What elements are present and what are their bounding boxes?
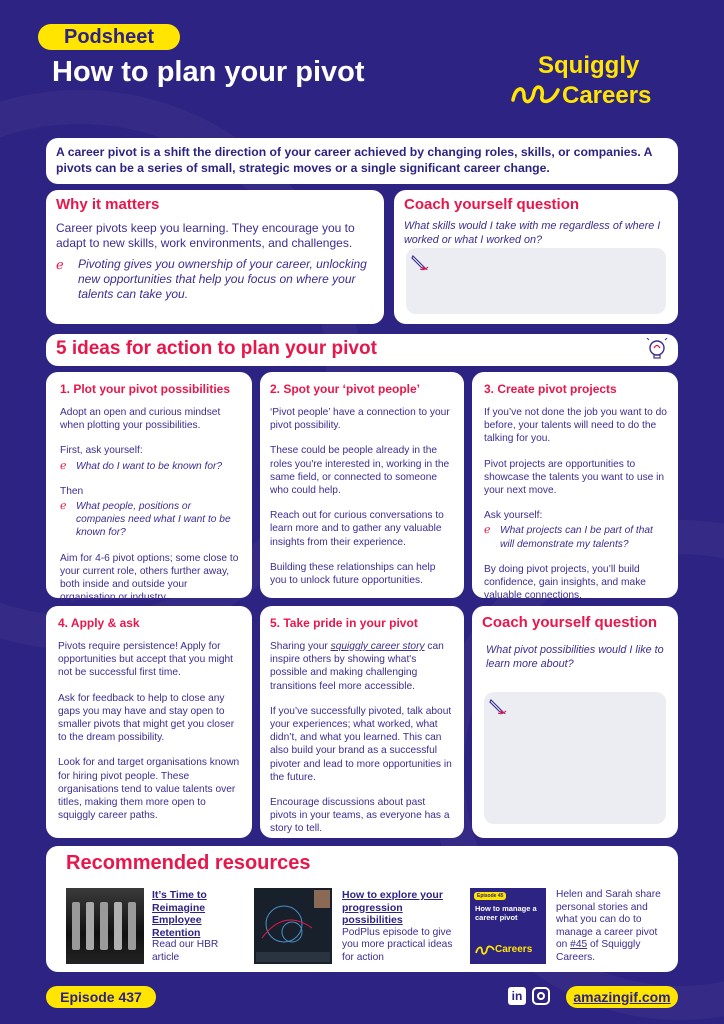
podsheet-badge: Podsheet [38,24,180,50]
episode-45-thumb-title: How to manage a career pivot [475,904,537,922]
idea-card-2 [260,372,464,598]
instagram-lens [537,992,545,1000]
idea4-title: 4. Apply & ask [58,616,140,630]
idea3-text: If you’ve not done the job you want to do before, your talents will need to do the talking for you. [484,407,667,445]
logo-text-bottom: Careers [562,82,652,109]
pencil-icon [488,696,508,716]
resource-1 [152,889,232,964]
idea1-question [60,460,242,473]
diagram-thumbnail-image [254,888,332,964]
pencil-icon [410,252,430,272]
coach-question-card-1 [394,190,678,324]
coach2-title: Coach yourself question [482,614,658,631]
coach1-question: What skills would I take with me regardless of where I worked or what I worked on? [404,220,661,246]
podplus-episode-thumbnail[interactable] [254,888,332,964]
squiggle-icon: ℯ [56,257,64,272]
idea4-text: Pivots require persistence! Apply for opportunities but accept that you might not be successful first time. [58,641,233,679]
idea3-question [484,524,668,550]
idea4-text: Ask for feedback to help to close any gaps you may have and stay open to smaller pivots that might get you closer to the dream possibility. [58,692,235,744]
idea5-title: 5. Take pride in your pivot [270,616,418,630]
why-body: Career pivots keep you learning. They encourage you to adapt to new skills, work environments, and challenges. [56,221,355,250]
resources-card [46,846,678,972]
ideas-title-bar [46,334,678,366]
squiggle-icon: ℯ [60,500,67,513]
podplus-episode-link[interactable]: How to explore your progression possibilities [342,889,443,926]
resource-3-desc-part: Helen and Sarah share personal stories and what you can do to manage a career pivot on [556,889,661,950]
idea-card-4 [46,606,252,838]
idea4-text: Look for and target organisations known for hiring pivot people. These organisations tend to value talents over titles, making them more open to squiggly career paths. [58,757,240,822]
resources-title: Recommended resources [66,852,311,874]
lightbulb-icon [646,338,668,362]
idea3-question-text: What projects can I be part of that will demonstrate my talents? [500,525,653,550]
ideas-title: 5 ideas for action to plan your pivot [56,338,377,359]
coach2-answer-box[interactable] [484,692,666,824]
idea2-text: Building these relationships can help you to unlock future opportunities. [270,561,436,587]
resource-2-desc: PodPlus episode to give you more practical ideas for action [342,926,453,963]
idea2-text: Reach out for curious conversations to learn more and to gather any valuable insights from their experience. [270,510,444,548]
idea5-text: If you’ve successfully pivoted, talk about your experiences; what worked, what didn’t, and what you learned. This can also build your brand as a successful pivoter and lead to more opportunities in the future. [270,705,452,783]
idea5-text [270,640,454,693]
squiggly-career-story-link[interactable]: squiggly career story [330,641,425,652]
instagram-icon[interactable] [532,987,550,1005]
episode-45-thumb-logo: Careers [495,944,533,955]
squiggle-icon: ℯ [60,459,67,472]
coach-question-card-2 [472,606,678,838]
idea1-text: First, ask yourself: [60,445,143,457]
resource-1-desc: Read our HBR article [152,939,219,963]
idea2-title: 2. Spot your ‘pivot people’ [270,382,421,396]
website-link[interactable]: amazingif.com [566,986,678,1008]
idea1-text: Then [60,485,84,497]
idea5-text: Encourage discussions about past pivots in your teams, as everyone has a story to tell. [270,797,450,835]
resource-3-desc [556,889,666,964]
hbr-article-thumbnail[interactable] [66,888,144,964]
idea1-question-text: What do I want to be known for? [76,460,223,472]
squiggle-icon [510,82,562,108]
squiggle-icon: ℯ [484,524,491,537]
idea2-text: These could be people already in the roles you're interested in, working in the same field, or connected to someone who could help. [270,445,450,497]
squiggly-careers-logo [510,52,690,116]
squiggle-icon [475,944,495,956]
idea-card-1 [46,372,252,604]
resource-2 [342,889,460,964]
idea1-text: Adopt an open and curious mindset when plotting your possibilities. [60,407,221,432]
idea5-text-part: can inspire others by showing what's possible and making challenging transitions feel more accessible. [270,641,444,692]
idea3-text: By doing pivot projects, you’ll build confidence, gain insights, and make valuable connections. [484,563,646,602]
idea5-text-part: Sharing your [270,641,331,652]
episode-45-link[interactable]: #45 [570,939,588,950]
idea1-question-text: What people, positions or companies need what I want to be known for? [76,501,231,539]
resource-3-desc-part: of Squiggly Careers. [556,939,641,963]
hbr-article-link[interactable]: It’s Time to Reimagine Employee Retention [152,889,207,939]
coach2-question: What pivot possibilities would I like to learn more about? [486,644,664,670]
idea3-text: Ask yourself: [484,510,543,522]
intro-card [46,138,678,184]
idea3-title: 3. Create pivot projects [484,382,617,396]
intro-text: A career pivot is a shift the direction of your career achieved by changing roles, skills, or companies. A pivots can be a series of small, strategic moves or a single significant career change. [56,145,653,175]
why-quote-text: Pivoting gives you ownership of your career, unlocking new opportunities that help you focus on where your talents can take you. [78,257,367,301]
idea1-question [60,500,242,540]
episode-badge: Episode 437 [46,986,156,1008]
why-title: Why it matters [56,196,160,213]
idea1-title: 1. Plot your pivot possibilities [60,382,231,396]
logo-text-top: Squiggly [538,52,640,79]
episode-45-thumbnail[interactable] [470,888,546,964]
idea3-text: Pivot projects are opportunities to showcase the talents you want to use in your next move. [484,458,665,497]
linkedin-icon[interactable]: in [508,987,526,1005]
page-title: How to plan your pivot [52,56,365,88]
idea2-text: ‘Pivot people’ have a connection to your pivot possibility. [270,407,450,432]
episode-45-tag: Episode 45 [474,892,506,900]
idea1-text: Aim for 4-6 pivot options; some close to your current role, others further away, both inside and outside your organisation or industry. [60,552,239,604]
why-quote [56,257,372,302]
idea-card-5 [260,606,464,838]
idea-card-3 [472,372,678,602]
coach1-answer-box[interactable] [406,248,666,314]
why-it-matters-card [46,190,384,324]
coach1-title: Coach yourself question [404,196,580,213]
